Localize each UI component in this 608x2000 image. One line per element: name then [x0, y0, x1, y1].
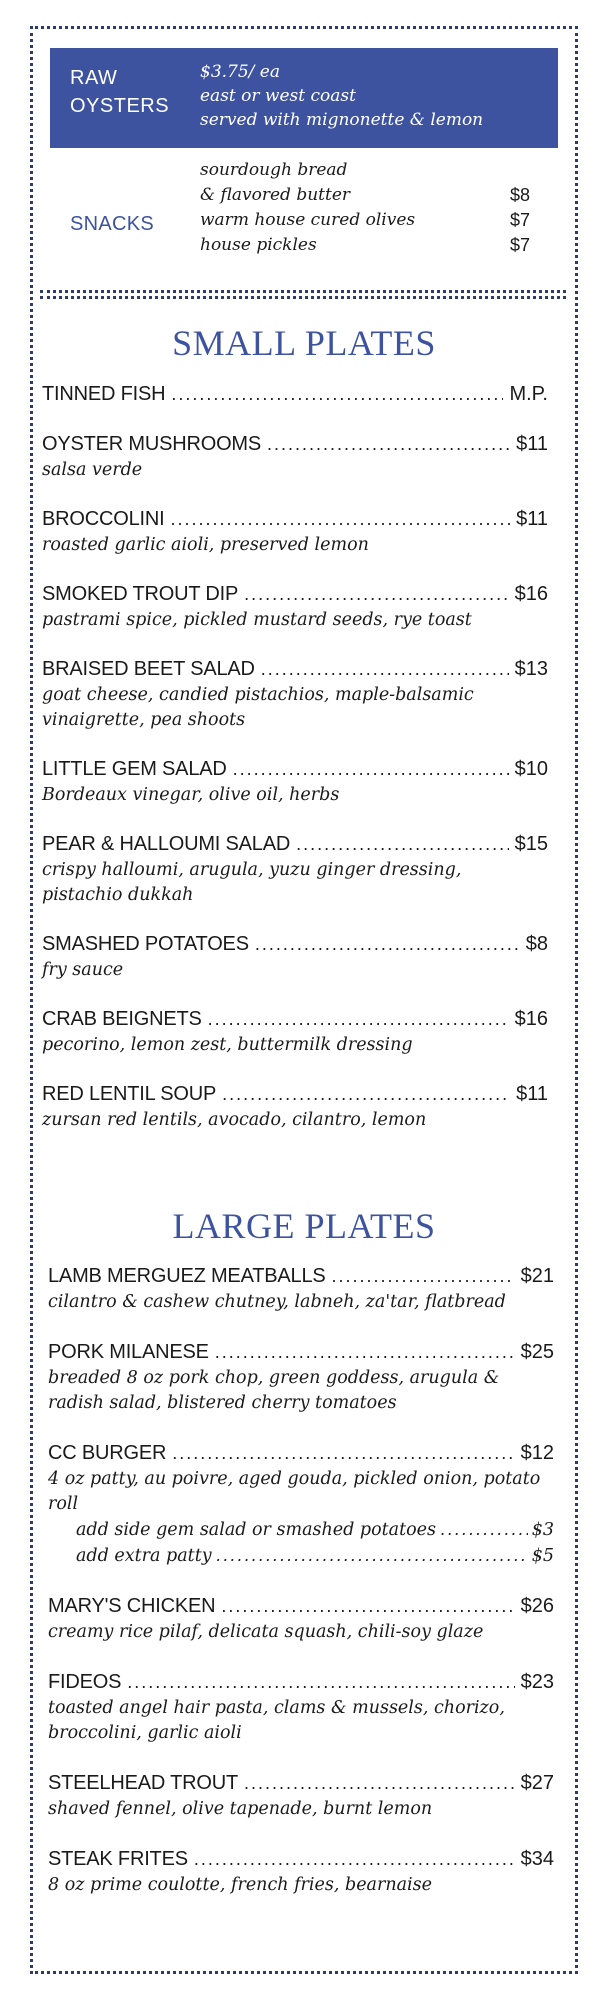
menu-item	[48, 1668, 554, 1746]
menu-item-price: $11	[516, 1083, 548, 1105]
raw-oysters-origin: east or west coast	[200, 86, 356, 106]
menu-item-name: LAMB MERGUEZ MEATBALLS	[48, 1265, 326, 1287]
dot-leader	[244, 1769, 515, 1797]
dot-leader	[194, 1845, 515, 1873]
menu-item-addon	[48, 1517, 554, 1543]
menu-item-name: OYSTER MUSHROOMS	[42, 433, 262, 455]
raw-oysters-title-line1: RAW	[70, 67, 118, 89]
menu-item-addon	[48, 1543, 554, 1569]
menu-item-description: breaded 8 oz pork chop, green goddess, arugula & radish salad, blistered cherry tomatoes	[48, 1368, 500, 1413]
dot-leader	[170, 505, 510, 533]
section-divider	[40, 290, 566, 299]
addon-label: add side gem salad or smashed potatoes	[76, 1520, 436, 1540]
menu-item-row	[42, 755, 548, 783]
menu-item	[48, 1262, 554, 1315]
small-plates-list	[42, 380, 548, 1155]
menu-item	[48, 1845, 554, 1898]
menu-item-row	[48, 1845, 554, 1873]
menu-item-price: $15	[514, 833, 548, 855]
menu-item-price: $26	[520, 1595, 554, 1617]
menu-item-row	[42, 1080, 548, 1108]
menu-item-price: $12	[520, 1442, 554, 1464]
raw-oysters-panel	[50, 48, 558, 148]
menu-item-row	[48, 1769, 554, 1797]
menu-item-description: cilantro & cashew chutney, labneh, za'tar, flatbread	[48, 1292, 506, 1312]
menu-item-description: fry sauce	[42, 960, 124, 980]
menu-item-price: $23	[520, 1671, 554, 1693]
menu-item	[42, 430, 548, 483]
menu-item-price: $34	[520, 1848, 554, 1870]
menu-item	[48, 1592, 554, 1645]
menu-item-description: crispy halloumi, arugula, yuzu ginger dressing, pistachio dukkah	[42, 860, 462, 905]
dot-leader	[208, 1005, 509, 1033]
menu-item-price: $8	[525, 933, 548, 955]
menu-item-description: 4 oz patty, au poivre, aged gouda, pickled onion, potato roll	[48, 1469, 541, 1514]
snack-name: sourdough bread & flavored butter	[200, 160, 351, 205]
menu-item-description: salsa verde	[42, 460, 143, 480]
small-plates-title: SMALL PLATES	[172, 323, 436, 363]
menu-item-price: $13	[514, 658, 548, 680]
snack-price: $7	[509, 235, 530, 255]
dot-leader	[172, 1439, 514, 1467]
menu-item	[42, 580, 548, 633]
menu-item-name: STEAK FRITES	[48, 1848, 188, 1870]
addon-price: $5	[531, 1546, 554, 1566]
snacks-list	[200, 158, 530, 258]
menu-item-row	[42, 430, 548, 458]
dot-leader	[216, 1543, 528, 1568]
dot-leader	[221, 1592, 514, 1620]
menu-item-name: BROCCOLINI	[42, 508, 165, 530]
menu-item-row	[42, 380, 548, 408]
menu-item-row	[48, 1262, 554, 1290]
menu-item-name: TINNED FISH	[42, 383, 166, 405]
menu-item-name: CRAB BEIGNETS	[42, 1008, 202, 1030]
menu-item-row	[42, 1005, 548, 1033]
addon-price: $3	[531, 1520, 554, 1540]
menu-item-price: $11	[516, 508, 548, 530]
menu-item	[42, 505, 548, 558]
snack-price: $8	[509, 185, 530, 205]
menu-item-name: STEELHEAD TROUT	[48, 1772, 238, 1794]
menu-item-price: $16	[514, 583, 548, 605]
menu-item-price: $21	[520, 1265, 554, 1287]
menu-item-description: 8 oz prime coulotte, french fries, bearnaise	[48, 1875, 432, 1895]
menu-item-description: zursan red lentils, avocado, cilantro, lemon	[42, 1110, 427, 1130]
menu-item-name: SMASHED POTATOES	[42, 933, 249, 955]
menu-item	[42, 930, 548, 983]
menu-item-price: $25	[520, 1341, 554, 1363]
menu-item-name: BRAISED BEET SALAD	[42, 658, 255, 680]
menu-item-description: Bordeaux vinegar, olive oil, herbs	[42, 785, 340, 805]
menu-item-description: creamy rice pilaf, delicata squash, chili-soy glaze	[48, 1622, 484, 1642]
snack-item	[200, 233, 530, 258]
snack-price: $7	[509, 210, 530, 230]
menu-item	[42, 655, 548, 733]
menu-item-price: $11	[516, 433, 548, 455]
menu-item-row	[42, 505, 548, 533]
menu-item-price: M.P.	[509, 383, 548, 405]
menu-item	[42, 830, 548, 908]
menu-item-description: toasted angel hair pasta, clams & mussels, chorizo, broccolini, garlic aioli	[48, 1698, 505, 1743]
dot-leader	[261, 655, 509, 683]
raw-oysters-details	[200, 60, 550, 132]
snack-name: warm house cured olives	[200, 210, 416, 230]
dot-leader	[215, 1338, 515, 1366]
menu-item-name: SMOKED TROUT DIP	[42, 583, 239, 605]
menu-item-price: $27	[520, 1772, 554, 1794]
menu-item-name: FIDEOS	[48, 1671, 122, 1693]
dot-leader	[440, 1517, 528, 1542]
raw-oysters-title	[70, 64, 190, 120]
raw-oysters-price: $3.75/ ea	[200, 62, 280, 82]
menu-item	[42, 380, 548, 408]
snack-item	[200, 158, 530, 208]
dot-leader	[222, 1080, 510, 1108]
snacks-title: SNACKS	[70, 213, 155, 235]
menu-item-row	[42, 655, 548, 683]
menu-item-name: PORK MILANESE	[48, 1341, 209, 1363]
menu-item-row	[48, 1668, 554, 1696]
menu-item-description: goat cheese, candied pistachios, maple-balsamic vinaigrette, pea shoots	[42, 685, 474, 730]
menu-item	[42, 1080, 548, 1133]
dot-leader	[233, 755, 509, 783]
dot-leader	[171, 380, 503, 408]
menu-item	[48, 1338, 554, 1416]
menu-item-name: PEAR & HALLOUMI SALAD	[42, 833, 291, 855]
addon-label: add extra patty	[76, 1546, 212, 1566]
raw-oysters-served: served with mignonette & lemon	[200, 110, 484, 130]
menu-item	[42, 1005, 548, 1058]
menu-item-row	[42, 930, 548, 958]
menu-item	[42, 755, 548, 808]
menu-item-row	[48, 1439, 554, 1467]
menu-item-name: CC BURGER	[48, 1442, 167, 1464]
snack-name: house pickles	[200, 235, 317, 255]
raw-oysters-title-line2: OYSTERS	[70, 95, 170, 117]
menu-item-row	[42, 580, 548, 608]
menu-item-price: $16	[514, 1008, 548, 1030]
menu-item-name: RED LENTIL SOUP	[42, 1083, 217, 1105]
menu-item-name: LITTLE GEM SALAD	[42, 758, 227, 780]
dot-leader	[267, 430, 510, 458]
menu-item-description: pastrami spice, pickled mustard seeds, rye toast	[42, 610, 472, 630]
menu-item-description: roasted garlic aioli, preserved lemon	[42, 535, 369, 555]
large-plates-title: LARGE PLATES	[172, 1206, 436, 1246]
dot-leader	[127, 1668, 514, 1696]
menu-item	[48, 1769, 554, 1822]
menu-item-row	[42, 830, 548, 858]
large-plates-list	[48, 1262, 554, 1921]
menu-item-description: shaved fennel, olive tapenade, burnt lemon	[48, 1799, 433, 1819]
snack-item	[200, 208, 530, 233]
dot-leader	[244, 580, 509, 608]
menu-item-row	[48, 1338, 554, 1366]
dot-leader	[296, 830, 509, 858]
menu-item-price: $10	[514, 758, 548, 780]
dot-leader	[255, 930, 520, 958]
menu-item-description: pecorino, lemon zest, buttermilk dressing	[42, 1035, 413, 1055]
menu-item-row	[48, 1592, 554, 1620]
dot-leader	[332, 1262, 515, 1290]
menu-item-name: MARY'S CHICKEN	[48, 1595, 216, 1617]
menu-item	[48, 1439, 554, 1569]
